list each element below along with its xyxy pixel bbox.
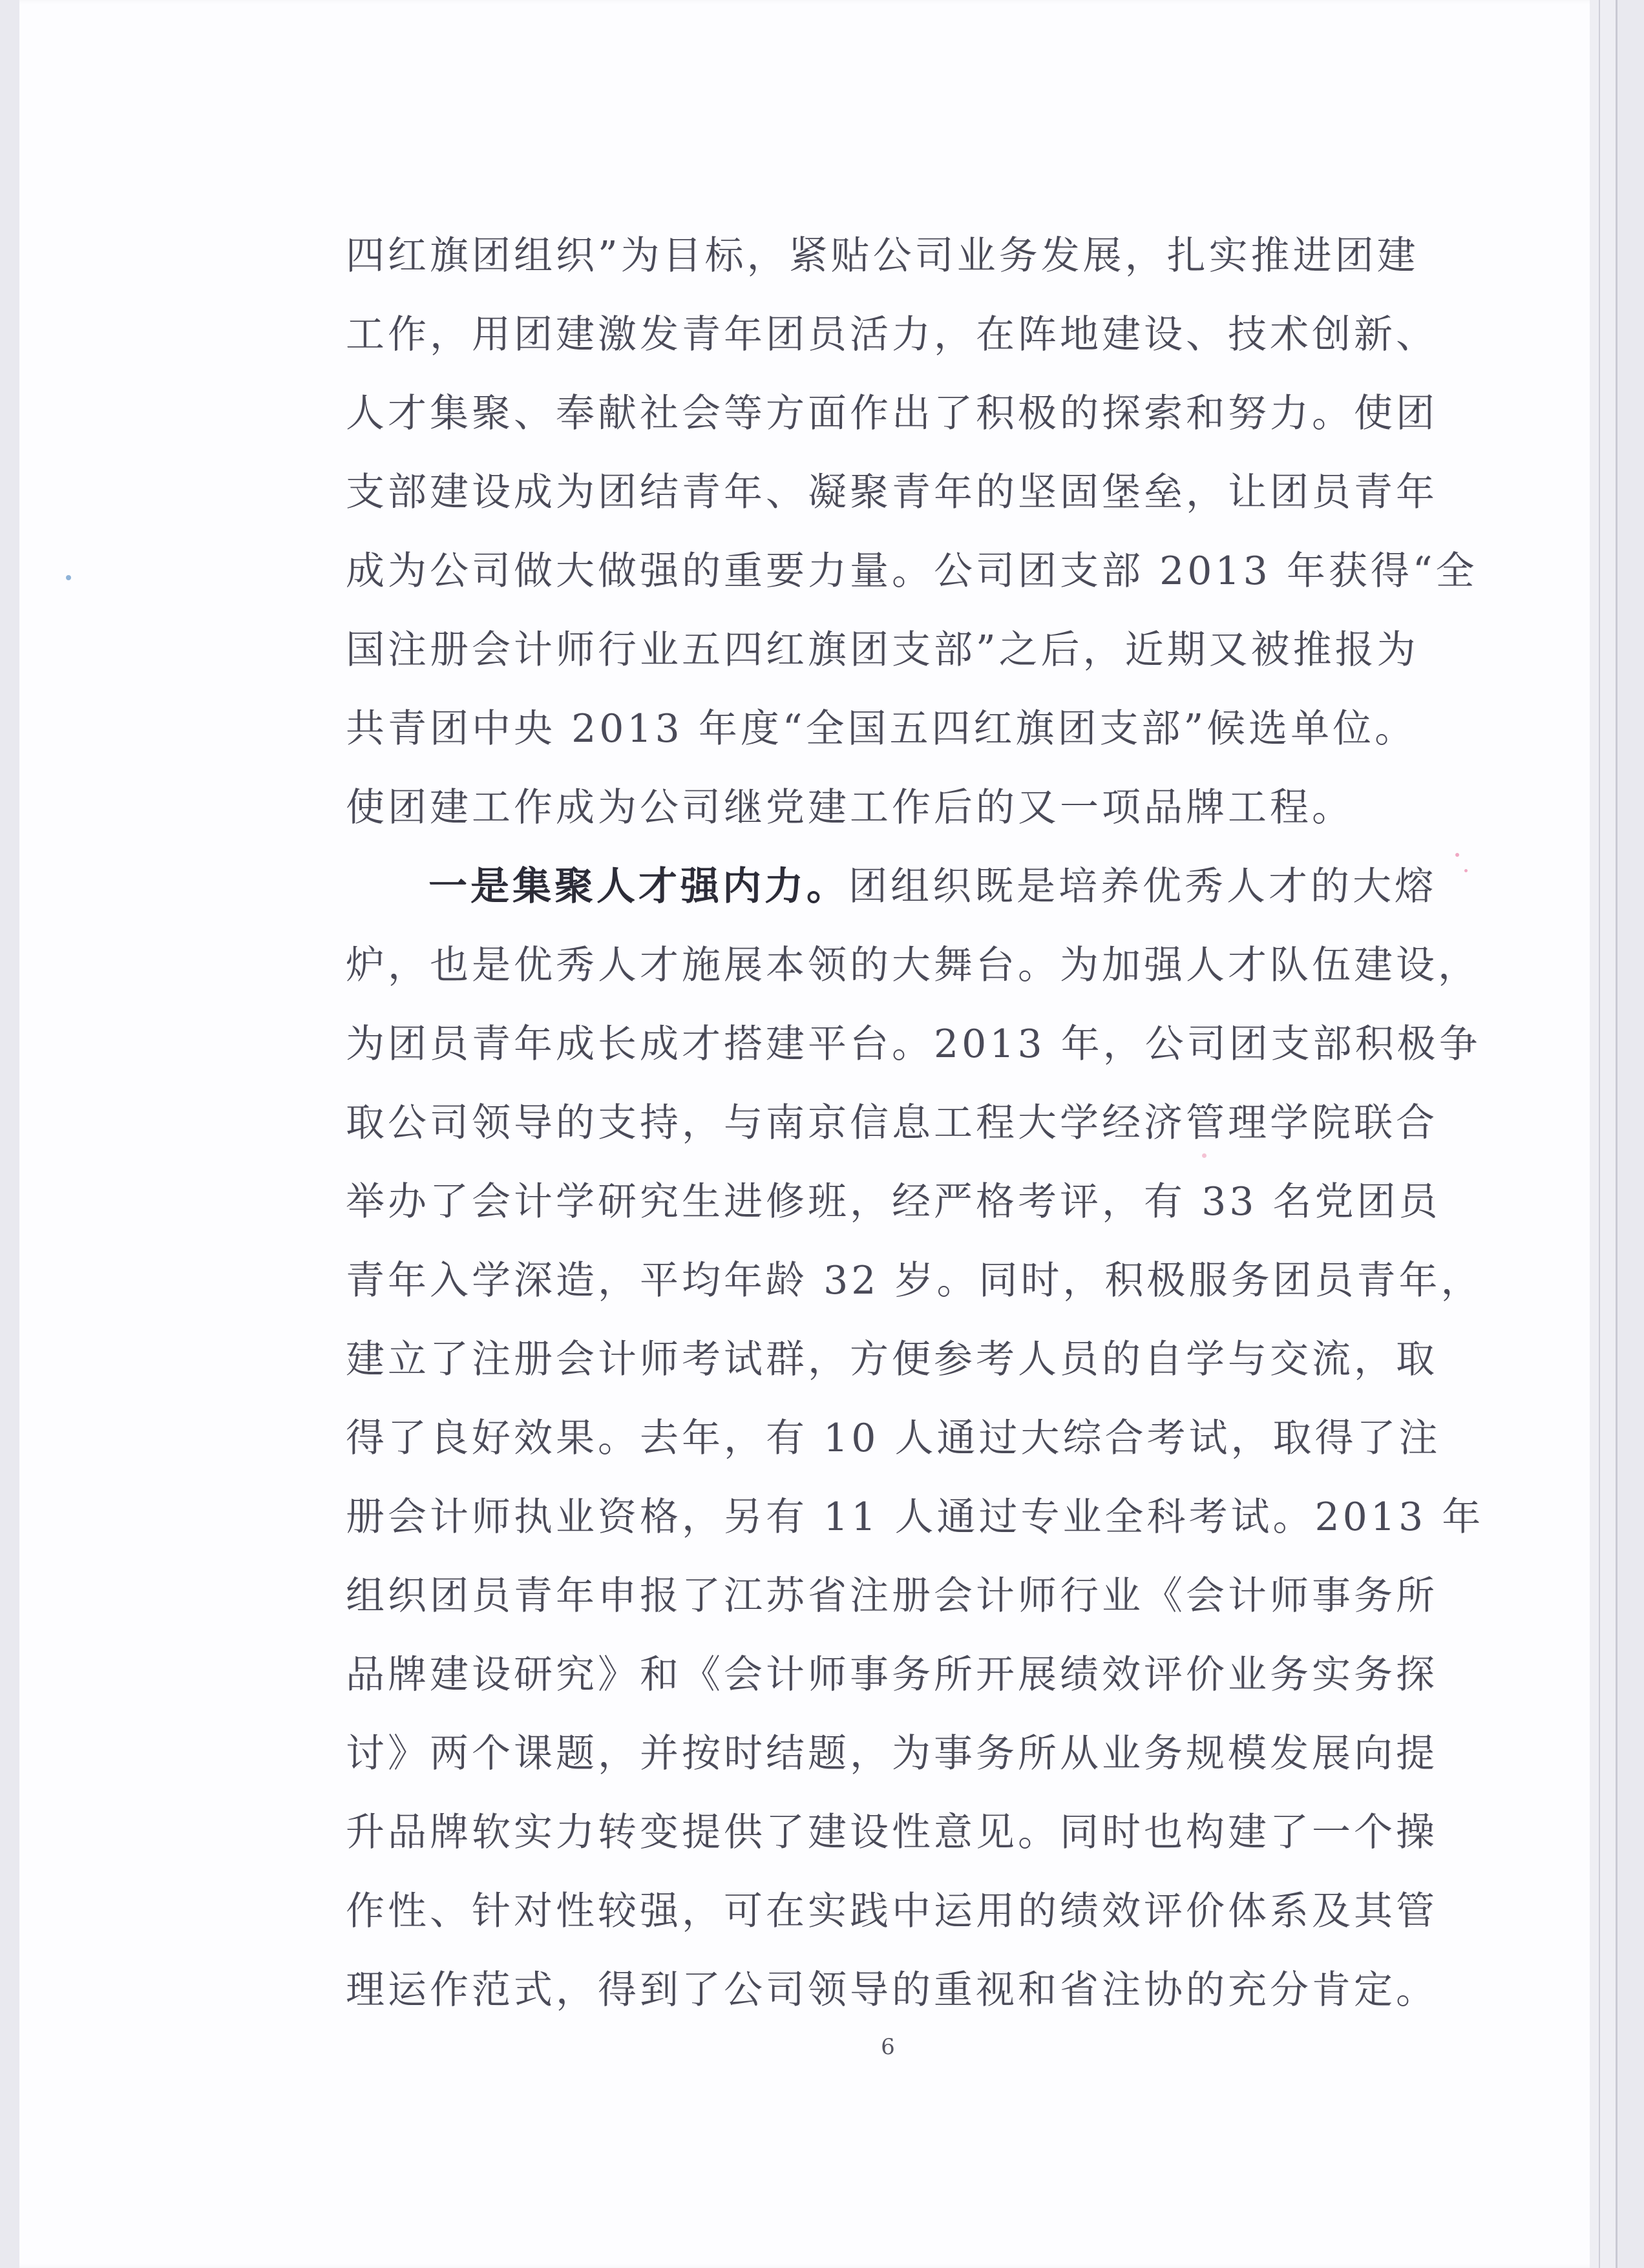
text-line: 理运作范式，得到了公司领导的重视和省注协的充分肯定。 [346, 1968, 1438, 2013]
text-line: 组织团员青年申报了江苏省注册会计师行业《会计师事务所 [346, 1573, 1438, 1619]
text-line: 使团建工作成为公司继党建工作后的又一项品牌工程。 [346, 785, 1354, 830]
document-page [19, 0, 1618, 2268]
body-text [346, 216, 1484, 2030]
text-line: 品牌建设研究》和《会计师事务所开展绩效评价业务实务探 [346, 1652, 1438, 1697]
text-line: 作性、针对性较强，可在实践中运用的绩效评价体系及其管 [346, 1889, 1438, 1934]
text-line: 册会计师执业资格，另有 11 人通过专业全科考试。2013 年 [346, 1495, 1484, 1540]
text-line: 成为公司做大做强的重要力量。公司团支部 2013 年获得“全 [346, 549, 1478, 594]
section-first-line-text: 团组织既是培养优秀人才的大熔 [848, 864, 1437, 909]
text-line: 青年入学深造，平均年龄 32 岁。同时，积极服务团员青年， [346, 1258, 1483, 1303]
page-edge [1590, 0, 1616, 2268]
text-line: 四红旗团组织”为目标，紧贴公司业务发展，扎实推进团建 [346, 233, 1419, 278]
text-line: 升品牌软实力转变提供了建设性意见。同时也构建了一个操 [346, 1810, 1438, 1855]
text-line: 人才集聚、奉献社会等方面作出了积极的探索和努力。使团 [346, 391, 1438, 436]
text-line: 炉，也是优秀人才施展本领的大舞台。为加强人才队伍建设， [346, 943, 1480, 988]
text-line: 共青团中央 2013 年度“全国五四红旗团支部”候选单位。 [346, 706, 1417, 751]
page-number: 6 [881, 2034, 895, 2060]
text-line: 建立了注册会计师考试群，方便参考人员的自学与交流，取 [346, 1337, 1438, 1382]
text-line: 为团员青年成长成才搭建平台。2013 年，公司团支部积极争 [346, 1022, 1481, 1067]
section-heading: 一是集聚人才强内力。 [428, 864, 848, 909]
text-line: 得了良好效果。去年，有 10 人通过大综合考试，取得了注 [346, 1416, 1441, 1461]
text-line: 取公司领导的支持，与南京信息工程大学经济管理学院联合 [346, 1100, 1438, 1146]
text-line: 工作，用团建激发青年团员活力，在阵地建设、技术创新、 [346, 312, 1438, 357]
text-line: 讨》两个课题，并按时结题，为事务所从业务规模发展向提 [346, 1731, 1438, 1776]
text-line: 举办了会计学研究生进修班，经严格考评，有 33 名党团员 [346, 1179, 1441, 1224]
scan-speck [1464, 869, 1468, 872]
scan-speck [1455, 853, 1459, 857]
text-line: 支部建设成为团结青年、凝聚青年的坚固堡垒，让团员青年 [346, 470, 1438, 515]
section-first-line [346, 847, 1437, 926]
scan-speck [66, 575, 71, 580]
text-line: 国注册会计师行业五四红旗团支部”之后，近期又被推报为 [346, 627, 1419, 673]
